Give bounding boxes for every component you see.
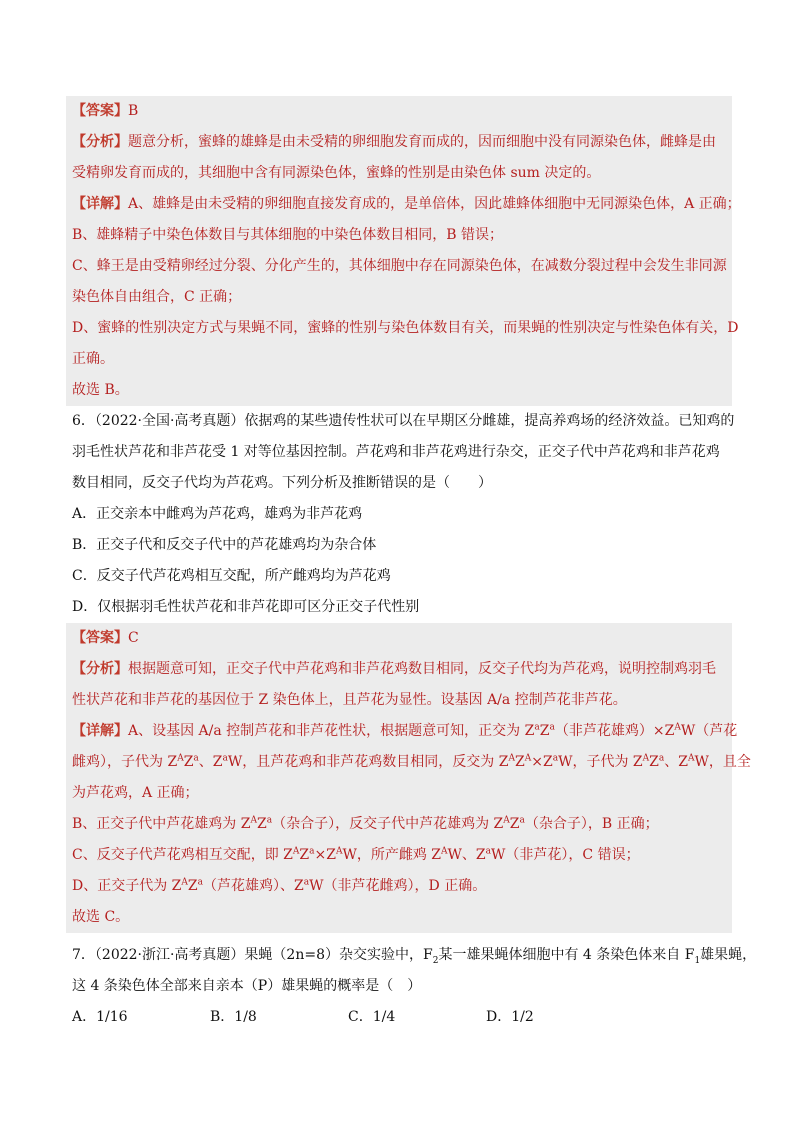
analysis-text: 根据题意可知，正交子代中芦花鸡和非芦花鸡数目相同，反交子代均为芦花鸡，说明控制鸡羽毛 bbox=[128, 661, 716, 677]
detail-text: C、蜂王是由受精卵经过分裂、分化产生的，其体细胞中存在同源染色体，在减数分裂过程中会发生非同源 bbox=[72, 258, 727, 274]
detail-tag: 【详解】 bbox=[72, 196, 128, 212]
q6-question bbox=[66, 406, 735, 623]
analysis-text: 题意分析，蜜蜂的雄蜂是由未受精的卵细胞发育而成的，因而细胞中没有同源染色体，雌蜂是由 bbox=[128, 134, 716, 150]
answer-value: C bbox=[128, 630, 139, 646]
detail-text: 为芦花鸡，A 正确； bbox=[72, 785, 199, 801]
detail-text: D、正交子代为 $Z^AZ^a$（芦花雄鸡）、$Z^aW$（非芦花雌鸡），D 正确。 bbox=[72, 877, 487, 894]
detail-text: 【详解】A、设基因 A/a 控制芦花和非芦花性状，根据题意可知，正交为 $Z^aZ^a$（非芦花雄鸡）$\times Z^AW$（芦花 bbox=[72, 722, 738, 739]
question-stem: 6．（2022·全国·高考真题）依据鸡的某些遗传性状可以在早期区分雌雄，提高养鸡场的经济效益。已知鸡的 bbox=[72, 413, 735, 429]
answer-tag: 【答案】 bbox=[72, 630, 128, 646]
question-stem: 羽毛性状芦花和非芦花受 1 对等位基因控制。芦花鸡和非芦花鸡进行杂交，正交子代中芦花鸡和非芦花鸡 bbox=[72, 444, 720, 460]
option-a: A．正交亲本中雌鸡为芦花鸡，雄鸡为非芦花鸡 bbox=[72, 506, 363, 522]
detail-text: 雌鸡），子代为 $Z^AZ^a$、$Z^aW$，且芦花鸡和非芦花鸡数目相同，反交为 $Z^AZ^A\times Z^aW$，子代为 $Z^AZ^a$、$Z^AW$，且全 bbox=[72, 753, 751, 770]
analysis-tag: 【分析】 bbox=[72, 661, 128, 677]
q6-answer-block bbox=[66, 623, 751, 933]
detail-text: 染色体自由组合，C 正确； bbox=[72, 289, 242, 305]
detail-tag: 【详解】 bbox=[72, 723, 128, 739]
conclusion-text: 故选 B。 bbox=[72, 382, 129, 398]
analysis-tag: 【分析】 bbox=[72, 134, 128, 150]
question-stem: 7．（2022·浙江·高考真题）果蝇（2n=8）杂交实验中，$F_2$某一雄果蝇体细胞中有 4 条染色体来自 $F_1$雄果蝇， bbox=[72, 947, 757, 966]
option-c: C．1/4 bbox=[348, 1009, 396, 1025]
detail-text: 正确。 bbox=[72, 351, 114, 367]
option-d: D．仅根据羽毛性状芦花和非芦花即可区分正交子代性别 bbox=[72, 599, 420, 615]
conclusion-text: 故选 C。 bbox=[72, 909, 130, 925]
options-row bbox=[66, 1002, 732, 1033]
detail-text: D、蜜蜂的性别决定方式与果蝇不同，蜜蜂的性别与染色体数目有关，而果蝇的性别决定与性染色体有关，D bbox=[72, 320, 739, 336]
q7-question bbox=[66, 940, 757, 1033]
q5-answer-block bbox=[66, 96, 741, 406]
option-c: C．反交子代芦花鸡相互交配，所产雌鸡均为芦花鸡 bbox=[72, 568, 391, 584]
option-b: B．正交子代和反交子代中的芦花雄鸡均为杂合体 bbox=[72, 537, 377, 553]
analysis-text: 性状芦花和非芦花的基因位于 Z 染色体上，且芦花为显性。设基因 A/a 控制芦花非芦花。 bbox=[72, 692, 627, 708]
detail-text: B、雄蜂精子中染色体数目与其体细胞的中染色体数目相同，B 错误； bbox=[72, 227, 504, 243]
detail-text: B、正交子代中芦花雄鸡为 $Z^AZ^a$（杂合子），反交子代中芦花雄鸡为 $Z^AZ^a$（杂合子），B 正确； bbox=[72, 815, 659, 832]
answer-tag: 【答案】 bbox=[72, 103, 128, 119]
detail-text: C、反交子代芦花鸡相互交配，即 $Z^AZ^a\times Z^AW$，所产雌鸡 $Z^AW$、$Z^aW$（非芦花），C 错误； bbox=[72, 846, 640, 863]
option-d: D．1/2 bbox=[486, 1009, 534, 1025]
option-b: B．1/8 bbox=[210, 1009, 257, 1025]
question-stem: 数目相同，反交子代均为芦花鸡。下列分析及推断错误的是（ ） bbox=[72, 475, 492, 491]
answer-value: B bbox=[128, 103, 139, 119]
analysis-text: 受精卵发育而成的，其细胞中含有同源染色体，蜜蜂的性别是由染色体 sum 决定的。 bbox=[72, 165, 601, 181]
question-stem: 这 4 条染色体全部来自亲本（P）雄果蝇的概率是（ ） bbox=[72, 978, 422, 994]
detail-text: A、雄蜂是由未受精的卵细胞直接发育成的，是单倍体，因此雄蜂体细胞中无同源染色体，A 正确； bbox=[128, 196, 741, 212]
option-a: A．1/16 bbox=[72, 1009, 128, 1025]
